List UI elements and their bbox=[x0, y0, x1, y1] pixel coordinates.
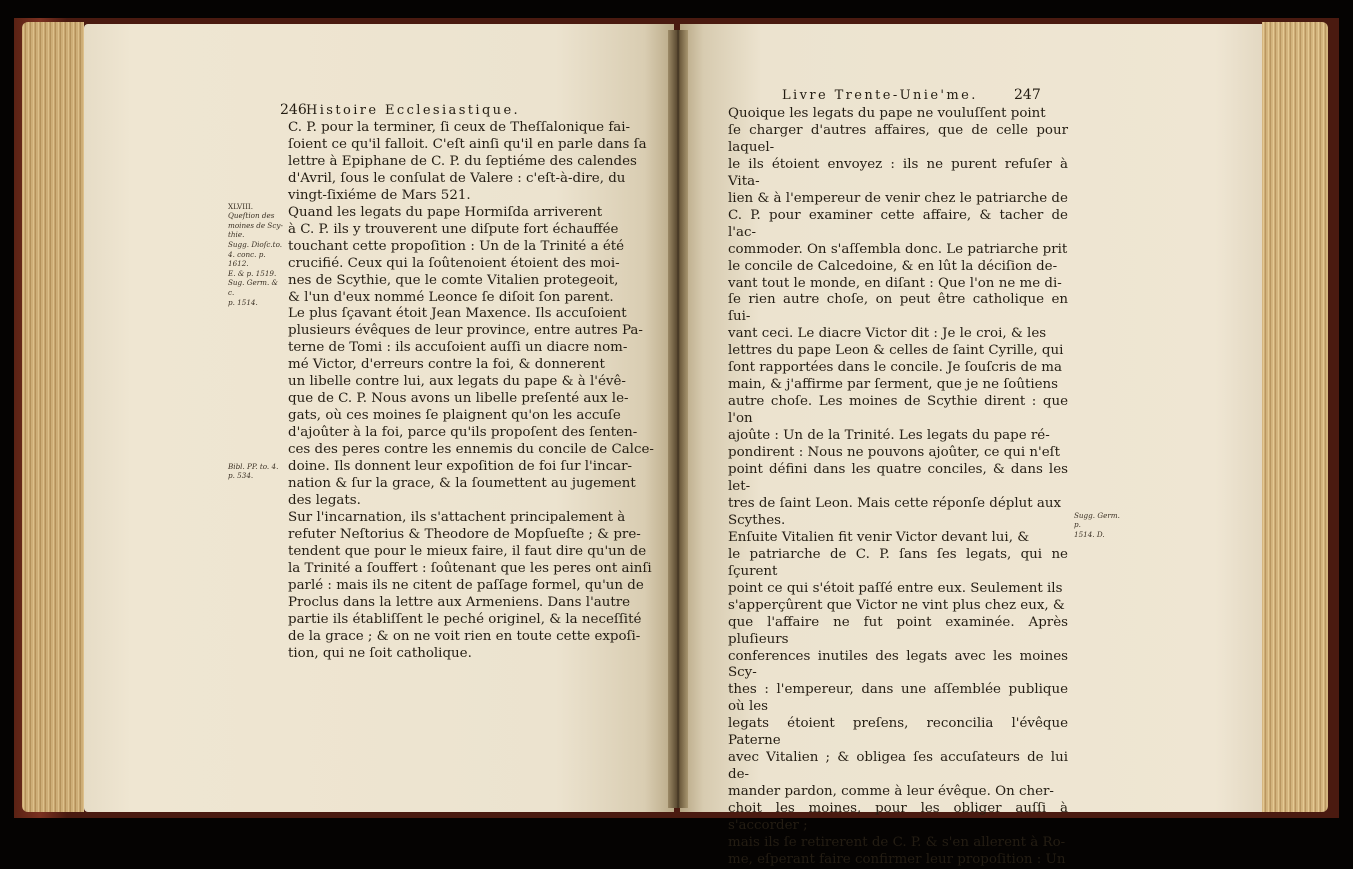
left-running-head: Histoire Ecclesiastique. bbox=[306, 103, 521, 118]
left-page-body: C. P. pour la terminer, ſi ceux de Theſſalonique fai- ſoient ce qu'il falloit. C'eſt ainſi qu'il en parle dans ſa lettre à Epiphane de C. P. du ſeptiéme des calendes d'Avril, ſous le conſulat de Valere : c'eſt-à-dire, du vingt-ſixiéme de Mars 521. Quand les legats du pape Hormiſda arriverent à C. P. ils y trouverent une diſpute fort échauffée touchant cette propoſition : Un de la Trinité a été crucifié. Ceux qui la ſoûtenoient étoient des moi- nes de Scythie, que le comte Vitalien protegeoit, & l'un d'eux nommé Leonce ſe diſoit ſon parent. Le plus ſçavant étoit Jean Maxence. Ils accuſoient plusieurs évêques de leur province, entre autres Pa- terne de Tomi : ils accuſoient auſſi un diacre nom- mé Victor, d'erreurs contre la foi, & donnerent un libelle contre lui, aux legats du pape & à l'évê- que de C. P. Nous avons un libelle preſenté aux le- gats, où ces moines ſe plaignent qu'on les accuſe d'ajoûter à la foi, parce qu'ils propoſent des ſenten- ces des peres contre les ennemis du concile de Calce- doine. Ils donnent leur expoſition de foi ſur l'incar- nation & ſur la grace, & la ſoumettent au jugement des legats. Sur l'incarnation, ils s'attachent principalement à refuter Neſtorius & Theodore de Mopſueſte ; & pre- tendent que pour le mieux faire, il faut dire qu'un de la Trinité a ſouffert : ſoûtenant que les peres ont ainſi parlé : mais ils ne citent de paſſage formel, qu'un de Proclus dans la lettre aux Armeniens. Dans l'autre partie ils établiſſent le peché originel, & la neceſſité de la grace ; & on ne voit rien en toute cette expoſi- tion, qui ne ſoit catholique. bbox=[288, 120, 654, 661]
margin-note-text: Queſtion des moines de Scy- thie. Sugg. Dioſc.to. 4. conc. p. 1612. E. & p. 1519. Sug. Germ. & c. p. 1514. bbox=[228, 211, 283, 307]
left-page-edges bbox=[22, 22, 84, 812]
right-page bbox=[680, 24, 1262, 867]
book-gutter bbox=[668, 30, 688, 808]
left-margin-note-1 bbox=[228, 192, 286, 317]
right-page-body: Quoique les legats du pape ne vouluſſent point ſe charger d'autres affaires, que de celle pour laquel- le ils étoient envoyez : ils ne purent refuſer à Vita- lien & à l'empereur de venir chez le patriarche de C. P. pour examiner cette affaire, & tacher de l'ac- commoder. On s'aſſembla donc. Le patriarche prit le concile de Calcedoine, & en lût la déciſion de- vant tout le monde, en diſant : Que l'on ne me di- ſe rien autre choſe, on peut être catholique en ſui- vant ceci. Le diacre Victor dit : Je le croi, & les lettres du pape Leon & celles de ſaint Cyrille, qui ſont rapportées dans le concile. Je ſouſcris de ma main, & j'affirme par ſerment, que je ne ſoûtiens autre choſe. Les moines de Scythie dirent : que l'on ajoûte : Un de la Trinité. Les legats du pape ré- pondirent : Nous ne pouvons ajoûter, ce qui n'eſt point défini dans les quatre conciles, & dans les let- tres de ſaint Leon. Mais cette réponſe déplut aux Scythes. Enſuite Vitalien fit venir Victor devant lui, & le patriarche de C. P. ſans ſes legats, qui ne ſçurent point ce qui s'étoit paſſé entre eux. Seulement ils s'apperçûrent que Victor ne vint plus chez eux, & que l'affaire ne fut point examinée. Après pluſieurs conferences inutiles des legats avec les moines Scy- thes : l'empereur, dans une aſſemblée publique où les legats étoient preſens, reconcilia l'évêque Paterne avec Vitalien ; & obligea ſes accuſateurs de lui de- mander pardon, comme à leur évêque. On cher- choit les moines, pour les obliger auſſi à s'accorder ; mais ils ſe retirerent de C. P. & s'en allerent à Ro- me, eſperant faire confirmer leur propoſition : Un bbox=[728, 106, 1068, 867]
right-page-number: 247 bbox=[1014, 87, 1041, 103]
right-running-head: Livre Trente-Unie'me. bbox=[782, 88, 978, 103]
margin-note-text: Bibl. PP. to. 4. p. 534. bbox=[228, 461, 279, 481]
right-margin-note-1 bbox=[1074, 501, 1122, 549]
left-page-number: 246 bbox=[280, 102, 307, 118]
margin-note-label: XLVIII. bbox=[228, 201, 254, 211]
margin-note-text: Sugg. Germ. p. 1514. D. bbox=[1074, 510, 1120, 539]
left-page bbox=[84, 24, 674, 812]
left-margin-note-2 bbox=[228, 452, 286, 490]
right-page-edges bbox=[1262, 22, 1328, 812]
